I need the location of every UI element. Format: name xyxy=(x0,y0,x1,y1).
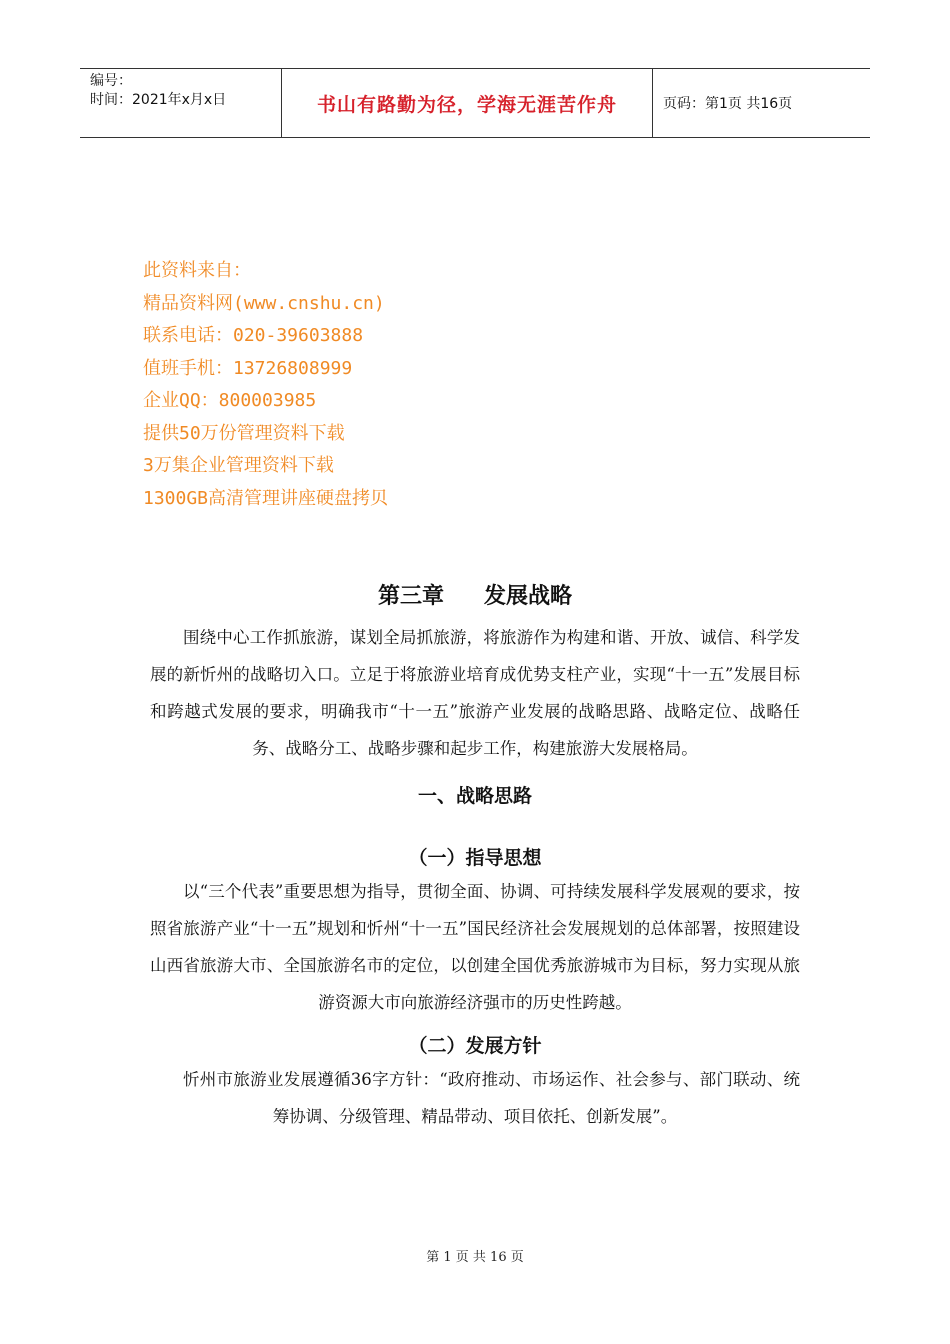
promo-line: 1300GB高清管理讲座硬盘拷贝 xyxy=(143,487,389,509)
promo-line: 企业QQ：800003985 xyxy=(143,390,317,411)
promo-line: 联系电话：020-39603888 xyxy=(143,325,364,346)
development-policy-paragraph: 忻州市旅游业发展遵循36字方针：“政府推动、市场运作、社会参与、部门联动、统筹协调、分级管理、精品带动、项目依托、创新发展”。 xyxy=(183,1070,800,1126)
intro-paragraph: 围绕中心工作抓旅游，谋划全局抓旅游，将旅游作为构建和谐、开放、诚信、科学发展的新忻州的战略切入口。立足于将旅游业培育成优势支柱产业，实现“十一五”发展目标和跨越式发展的要求，明确我市“十一五”旅游产业发展的战略思路、战略定位、战略任务、战略分工、战略步骤和起步工作，构建旅游大发展格局。 xyxy=(150,628,800,758)
document-body xyxy=(150,575,800,1135)
page-footer: 第 1 页 共 16 页 xyxy=(426,1250,524,1265)
guiding-thought-paragraph: 以“三个代表”重要思想为指导，贯彻全面、协调、可持续发展科学发展观的要求，按照省旅游产业“十一五”规划和忻州“十一五”国民经济社会发展规划的总体部署，按照建设山西省旅游大市、全国旅游名市的定位，以创建全国优秀旅游城市为目标，努力实现从旅游资源大市向旅游经济强市的历史性跨越。 xyxy=(150,882,800,1012)
promo-line: 3万集企业管理资料下载 xyxy=(143,455,334,476)
header-motto: 书山有路勤为径，学海无涯苦作舟 xyxy=(316,93,617,116)
header-motto-cell xyxy=(281,69,653,137)
chapter-title: 发展战略 xyxy=(484,584,573,609)
chapter-number: 第三章 xyxy=(377,584,444,609)
document-number-label: 编号： xyxy=(90,73,132,89)
promo-line: 提供50万份管理资料下载 xyxy=(143,422,345,444)
document-time-label: 时间：2021年x月x日 xyxy=(90,92,227,108)
subsection-heading: （二）发展方针 xyxy=(408,1035,542,1057)
promo-line: 值班手机：13726808999 xyxy=(143,357,353,379)
promo-line: 此资料来自： xyxy=(143,260,251,281)
section-heading: 一、战略思路 xyxy=(417,785,532,807)
header-page-info: 页码：第1页 共16页 xyxy=(663,96,793,112)
subsection-heading: （一）指导思想 xyxy=(408,847,542,869)
promo-line: 精品资料网(www.cnshu.cn) xyxy=(143,292,385,314)
chapter-heading xyxy=(150,575,800,619)
header-meta xyxy=(80,69,281,137)
document-header xyxy=(80,68,870,138)
promo-block xyxy=(143,255,388,515)
